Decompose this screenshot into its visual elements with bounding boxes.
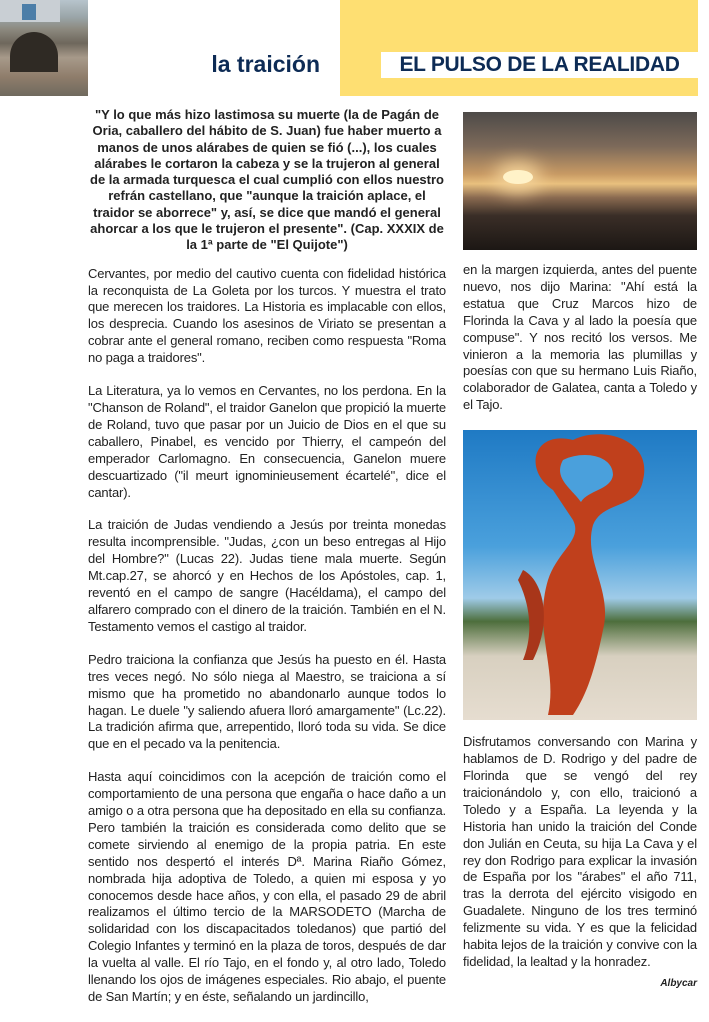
author-signature: Albycar: [660, 977, 697, 989]
right-column: [463, 112, 697, 990]
paragraph: en la margen izquierda, antes del puente nuevo, nos dijo Marina: "Ahí está la estatua que Cruz Marcos hizo de Florinda la Cava y al lado la poesía que compuse". Y nos recitó los versos. Me vinieron a la memoria las plumillas y poesías con que su hermano Luis Riaño, colaborador de Galatea, canta a Toledo y el Tajo.: [463, 262, 697, 413]
paragraph: La traición de Judas vendiendo a Jesús por treinta monedas resulta incomprensible. "Judas, ¿con un beso entregas al Hijo del Hombre?" (Lucas 22). Judas tiene mala muerte. Según Mt.cap.27, se ahorcó y en Hechos de los Apóstoles, cap. 1, reventó en el campo de sangre (Hacéldama), el campo del alfarero comprado con el dinero de la traición. También en el N. Testamento vemos el castigo al traidor.: [88, 517, 446, 634]
article-title: la traición: [211, 51, 320, 77]
photo-house: [0, 0, 60, 22]
photo-bridge-arch: [10, 32, 58, 72]
photo-sun: [503, 170, 533, 184]
photo-door: [22, 4, 36, 20]
left-column: [88, 107, 446, 1022]
sculpture-illustration: [463, 430, 697, 720]
section-title: EL PULSO DE LA REALIDAD: [381, 52, 698, 78]
header-yellow-band: [340, 0, 698, 96]
paragraph: Pedro traiciona la confianza que Jesús ha puesto en él. Hasta tres veces negó. No sólo niega al Maestro, se traiciona a sí mismo que ha prometido no abandonarlo aunque todos lo hagan. Le duele "y saliendo afuera lloró amargamente" (Lc.22). La tradición afirma que, arrepentido, lloró toda su vida. Se dice que en el pecado va la penitencia.: [88, 651, 446, 752]
paragraph: La Literatura, ya lo vemos en Cervantes, no los perdona. En la "Chanson de Roland", el traidor Ganelon que propició la muerte de Roland, tuvo que pasar por un Juicio de Dios en el que su caballero, Pinabel, es vencido por Thierry, el campeón del emperador Carlomagno. En consecuencia, Ganelon muere descuartizado ("il meurt ignominieusement écartelé", dice el cantar).: [88, 383, 446, 500]
sunset-photo: [463, 112, 697, 250]
paragraph: Hasta aquí coincidimos con la acepción de traición como el comportamiento de una persona que engaña o hace daño a un amigo o a otra persona que ha depositado en ella su confianza. Pero también la traición es considerada como delito que se comete sirviendo al enemigo de la propia patria. En este sentido nos despertó el interés Dª. Marina Riaño Gómez, nombrada hija adoptiva de Toledo, a quien mi esposa y yo conocemos desde hace años, y con ella, el pasado 29 de abril realizamos el último tercio de la MARSODETO (Marcha de solidaridad con los discapacitados toledanos) que partió del Colegio Infantes y terminó en la plaza de toros, después de dar la vuelta al valle. El río Tajo, en el fondo y, al otro lado, Toledo llenando los ojos de imágenes especiales. Rio abajo, el puente de San Martín; y en éste, señalando un jardincillo,: [88, 769, 446, 1005]
paragraph: Disfrutamos conversando con Marina y hablamos de D. Rodrigo y del padre de Florinda que se vengó del rey traicionándolo y, con ello, traicionó a Toledo y a España. La leyenda y la Historia han unido la traición del Conde don Julián en Ceuta, su hija La Cava y el rey don Rodrigo para explicar la invasión de España por los "árabes" el año 711, tras la derrota del ejército visigodo en Guadalete. Ninguno de los tres terminó felizmente su vida. Y es que la felicidad habita lejos de la traición y convive con la fidelidad, la lealtad y la honradez.: [463, 734, 697, 969]
paragraph: Cervantes, por medio del cautivo cuenta con fidelidad histórica la reconquista de La Goleta por los turcos. Y muestra el trato que merecen los traidores. La Historia es implacable con ellos, los desprecia. Cuando los asesinos de Viriato se presentan a cobrar ante el general romano, reciben como respuesta "Roma no paga a traidores".: [88, 265, 446, 366]
header-photo-stone-bridge: [0, 0, 88, 96]
sculpture-photo-florinda: [463, 430, 697, 720]
intro-quote: "Y lo que más hizo lastimosa su muerte (la de Pagán de Oria, caballero del hábito de S. Juan) fue haber muerto a manos de unos alárabes de quien se fió (...), los cuales alárabes le cortaron la cabeza y se la trujeron al general de la armada turquesca el cual cumplió con ellos nuestro refrán castellano, que "aunque la traición aplace, el traidor se aborrece" y, así, se dice que mandó el general ahorcar a los que le trujeron el presente". (Cap. XXXIX de la 1ª parte de "El Quijote"): [90, 107, 444, 253]
